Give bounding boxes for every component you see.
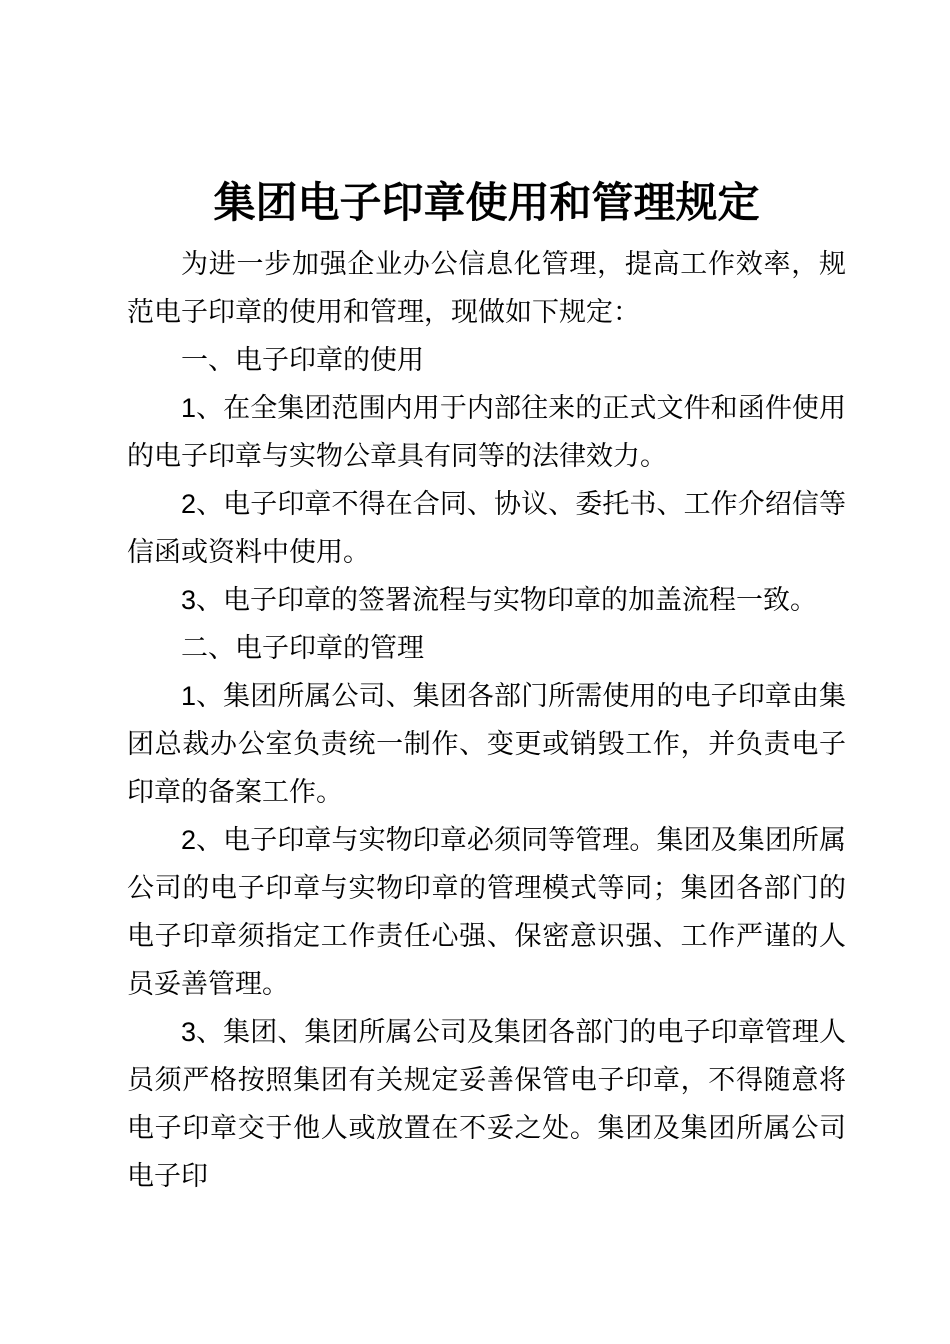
document-body	[127, 240, 846, 1200]
paragraph: 1、集团所属公司、集团各部门所需使用的电子印章由集团总裁办公室负责统一制作、变更或销毁工作，并负责电子印章的备案工作。	[127, 681, 846, 807]
paragraph: 一、电子印章的使用	[181, 345, 424, 375]
paragraph: 2、电子印章与实物印章必须同等管理。集团及集团所属公司的电子印章与实物印章的管理模式等同；集团各部门的电子印章须指定工作责任心强、保密意识强、工作严谨的人员妥善管理。	[127, 825, 846, 999]
paragraph: 为进一步加强企业办公信息化管理，提高工作效率，规范电子印章的使用和管理，现做如下规定：	[127, 249, 846, 327]
paragraph: 3、电子印章的签署流程与实物印章的加盖流程一致。	[181, 585, 818, 615]
paragraph: 二、电子印章的管理	[181, 633, 424, 663]
paragraph: 1、在全集团范围内用于内部往来的正式文件和函件使用的电子印章与实物公章具有同等的法律效力。	[127, 393, 846, 471]
document-title: 集团电子印章使用和管理规定	[213, 181, 760, 227]
paragraph: 2、电子印章不得在合同、协议、委托书、工作介绍信等信函或资料中使用。	[127, 489, 846, 567]
paragraph: 3、集团、集团所属公司及集团各部门的电子印章管理人员须严格按照集团有关规定妥善保管电子印章，不得随意将电子印章交于他人或放置在不妥之处。集团及集团所属公司电子印	[127, 1017, 846, 1191]
